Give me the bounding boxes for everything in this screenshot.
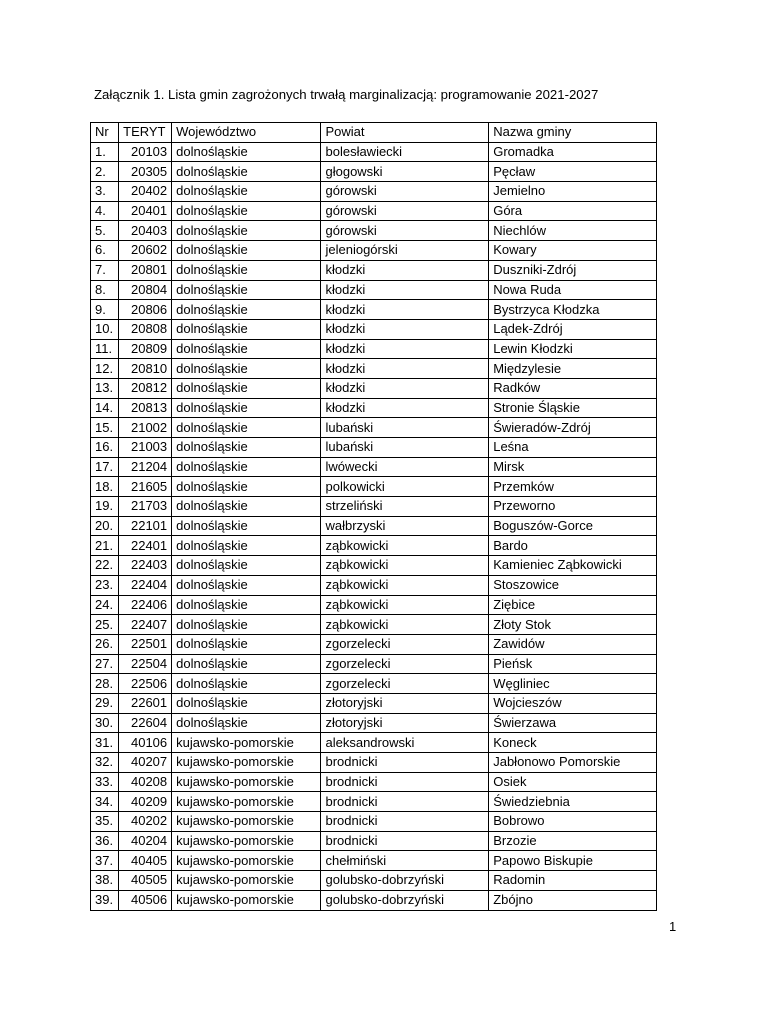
cell-powiat: brodnicki [321, 792, 489, 812]
cell-nazwa-gminy: Bardo [489, 536, 657, 556]
table-row [91, 772, 657, 792]
cell-powiat: golubsko-dobrzyński [321, 871, 489, 891]
cell-wojewodztwo: kujawsko-pomorskie [172, 871, 321, 891]
cell-wojewodztwo: dolnośląskie [172, 615, 321, 635]
cell-nazwa-gminy: Jemielno [489, 182, 657, 202]
cell-nr: 21. [91, 536, 119, 556]
cell-nr: 16. [91, 438, 119, 458]
cell-nazwa-gminy: Nowa Ruda [489, 280, 657, 300]
cell-nr: 35. [91, 812, 119, 832]
table-row [91, 418, 657, 438]
cell-nazwa-gminy: Lądek-Zdrój [489, 319, 657, 339]
cell-powiat: zgorzelecki [321, 654, 489, 674]
table-row [91, 753, 657, 773]
table-row [91, 693, 657, 713]
cell-wojewodztwo: dolnośląskie [172, 634, 321, 654]
cell-powiat: ząbkowicki [321, 575, 489, 595]
cell-nazwa-gminy: Pęcław [489, 162, 657, 182]
cell-teryt: 20810 [119, 359, 172, 379]
cell-powiat: głogowski [321, 162, 489, 182]
cell-nr: 22. [91, 556, 119, 576]
cell-powiat: kłodzki [321, 398, 489, 418]
cell-teryt: 20403 [119, 221, 172, 241]
cell-nazwa-gminy: Pieńsk [489, 654, 657, 674]
cell-wojewodztwo: dolnośląskie [172, 713, 321, 733]
cell-nr: 38. [91, 871, 119, 891]
cell-nr: 28. [91, 674, 119, 694]
cell-nazwa-gminy: Bystrzyca Kłodzka [489, 300, 657, 320]
cell-powiat: ząbkowicki [321, 615, 489, 635]
table-row [91, 438, 657, 458]
table-header-row [91, 123, 657, 143]
cell-teryt: 22101 [119, 516, 172, 536]
cell-wojewodztwo: dolnośląskie [172, 477, 321, 497]
cell-powiat: polkowicki [321, 477, 489, 497]
cell-powiat: zgorzelecki [321, 634, 489, 654]
cell-nr: 5. [91, 221, 119, 241]
cell-wojewodztwo: dolnośląskie [172, 182, 321, 202]
table-row [91, 674, 657, 694]
table-row [91, 733, 657, 753]
table-row [91, 142, 657, 162]
cell-nazwa-gminy: Ziębice [489, 595, 657, 615]
cell-wojewodztwo: dolnośląskie [172, 457, 321, 477]
cell-teryt: 20808 [119, 319, 172, 339]
cell-powiat: lubański [321, 438, 489, 458]
cell-wojewodztwo: dolnośląskie [172, 654, 321, 674]
cell-nr: 7. [91, 260, 119, 280]
table-row [91, 890, 657, 910]
cell-powiat: bolesławiecki [321, 142, 489, 162]
municipalities-table [90, 122, 657, 911]
cell-teryt: 40505 [119, 871, 172, 891]
cell-powiat: ząbkowicki [321, 556, 489, 576]
cell-powiat: ząbkowicki [321, 595, 489, 615]
table-row [91, 241, 657, 261]
cell-teryt: 20401 [119, 201, 172, 221]
table-row [91, 615, 657, 635]
cell-nr: 3. [91, 182, 119, 202]
cell-powiat: chełmiński [321, 851, 489, 871]
cell-nr: 24. [91, 595, 119, 615]
cell-nr: 15. [91, 418, 119, 438]
cell-nr: 13. [91, 378, 119, 398]
cell-teryt: 22407 [119, 615, 172, 635]
cell-nr: 23. [91, 575, 119, 595]
cell-powiat: kłodzki [321, 339, 489, 359]
cell-nazwa-gminy: Stoszowice [489, 575, 657, 595]
cell-wojewodztwo: dolnośląskie [172, 398, 321, 418]
cell-powiat: brodnicki [321, 831, 489, 851]
cell-wojewodztwo: dolnośląskie [172, 201, 321, 221]
cell-nazwa-gminy: Bobrowo [489, 812, 657, 832]
cell-teryt: 40207 [119, 753, 172, 773]
table-row [91, 339, 657, 359]
cell-nr: 9. [91, 300, 119, 320]
cell-teryt: 20801 [119, 260, 172, 280]
cell-wojewodztwo: dolnośląskie [172, 162, 321, 182]
cell-nr: 14. [91, 398, 119, 418]
cell-powiat: brodnicki [321, 753, 489, 773]
cell-nazwa-gminy: Świerzawa [489, 713, 657, 733]
table-row [91, 871, 657, 891]
cell-wojewodztwo: kujawsko-pomorskie [172, 851, 321, 871]
table-row [91, 851, 657, 871]
table-row [91, 221, 657, 241]
cell-powiat: wałbrzyski [321, 516, 489, 536]
cell-nr: 25. [91, 615, 119, 635]
cell-wojewodztwo: dolnośląskie [172, 418, 321, 438]
cell-nazwa-gminy: Niechlów [489, 221, 657, 241]
cell-teryt: 20305 [119, 162, 172, 182]
cell-nr: 6. [91, 241, 119, 261]
cell-nazwa-gminy: Papowo Biskupie [489, 851, 657, 871]
cell-wojewodztwo: dolnośląskie [172, 378, 321, 398]
table-row [91, 831, 657, 851]
cell-teryt: 21002 [119, 418, 172, 438]
cell-wojewodztwo: dolnośląskie [172, 280, 321, 300]
cell-teryt: 40209 [119, 792, 172, 812]
cell-teryt: 22501 [119, 634, 172, 654]
cell-wojewodztwo: dolnośląskie [172, 359, 321, 379]
cell-wojewodztwo: kujawsko-pomorskie [172, 772, 321, 792]
cell-nr: 37. [91, 851, 119, 871]
cell-powiat: kłodzki [321, 378, 489, 398]
cell-teryt: 22404 [119, 575, 172, 595]
cell-teryt: 21703 [119, 497, 172, 517]
cell-powiat: zgorzelecki [321, 674, 489, 694]
cell-nr: 20. [91, 516, 119, 536]
cell-nr: 26. [91, 634, 119, 654]
cell-powiat: lubański [321, 418, 489, 438]
cell-powiat: złotoryjski [321, 713, 489, 733]
cell-wojewodztwo: dolnośląskie [172, 595, 321, 615]
cell-wojewodztwo: dolnośląskie [172, 536, 321, 556]
cell-nr: 8. [91, 280, 119, 300]
cell-powiat: strzeliński [321, 497, 489, 517]
page-number: 1 [669, 919, 677, 934]
cell-powiat: jeleniogórski [321, 241, 489, 261]
cell-nazwa-gminy: Świeradów-Zdrój [489, 418, 657, 438]
cell-teryt: 40506 [119, 890, 172, 910]
cell-nr: 2. [91, 162, 119, 182]
table-row [91, 634, 657, 654]
table-row [91, 398, 657, 418]
cell-teryt: 20809 [119, 339, 172, 359]
cell-nazwa-gminy: Mirsk [489, 457, 657, 477]
cell-nazwa-gminy: Zbójno [489, 890, 657, 910]
cell-teryt: 40204 [119, 831, 172, 851]
cell-wojewodztwo: kujawsko-pomorskie [172, 792, 321, 812]
cell-powiat: kłodzki [321, 319, 489, 339]
cell-teryt: 40405 [119, 851, 172, 871]
table-row [91, 575, 657, 595]
cell-teryt: 21605 [119, 477, 172, 497]
cell-powiat: brodnicki [321, 772, 489, 792]
cell-powiat: ząbkowicki [321, 536, 489, 556]
cell-wojewodztwo: dolnośląskie [172, 693, 321, 713]
cell-nr: 32. [91, 753, 119, 773]
cell-nazwa-gminy: Leśna [489, 438, 657, 458]
cell-nr: 27. [91, 654, 119, 674]
cell-teryt: 22406 [119, 595, 172, 615]
cell-wojewodztwo: dolnośląskie [172, 319, 321, 339]
cell-nr: 34. [91, 792, 119, 812]
cell-nr: 18. [91, 477, 119, 497]
document-title: Załącznik 1. Lista gmin zagrożonych trwałą marginalizacją: programowanie 2021-2027 [94, 87, 599, 102]
table-row [91, 536, 657, 556]
cell-wojewodztwo: dolnośląskie [172, 674, 321, 694]
cell-nazwa-gminy: Zawidów [489, 634, 657, 654]
cell-teryt: 20806 [119, 300, 172, 320]
cell-powiat: kłodzki [321, 260, 489, 280]
cell-nazwa-gminy: Kamieniec Ząbkowicki [489, 556, 657, 576]
cell-nr: 33. [91, 772, 119, 792]
cell-teryt: 20402 [119, 182, 172, 202]
cell-nr: 31. [91, 733, 119, 753]
cell-nr: 1. [91, 142, 119, 162]
cell-nr: 17. [91, 457, 119, 477]
cell-nazwa-gminy: Świedziebnia [489, 792, 657, 812]
cell-wojewodztwo: dolnośląskie [172, 142, 321, 162]
cell-teryt: 22403 [119, 556, 172, 576]
cell-nazwa-gminy: Duszniki-Zdrój [489, 260, 657, 280]
header-powiat: Powiat [321, 123, 489, 143]
cell-nazwa-gminy: Radomin [489, 871, 657, 891]
table-row [91, 556, 657, 576]
cell-wojewodztwo: dolnośląskie [172, 497, 321, 517]
cell-wojewodztwo: dolnośląskie [172, 339, 321, 359]
cell-nr: 19. [91, 497, 119, 517]
table-row [91, 300, 657, 320]
cell-wojewodztwo: dolnośląskie [172, 575, 321, 595]
cell-nazwa-gminy: Przeworno [489, 497, 657, 517]
cell-nazwa-gminy: Radków [489, 378, 657, 398]
cell-teryt: 40106 [119, 733, 172, 753]
cell-nr: 39. [91, 890, 119, 910]
cell-wojewodztwo: kujawsko-pomorskie [172, 812, 321, 832]
table-row [91, 812, 657, 832]
cell-wojewodztwo: dolnośląskie [172, 221, 321, 241]
cell-wojewodztwo: dolnośląskie [172, 516, 321, 536]
cell-wojewodztwo: kujawsko-pomorskie [172, 890, 321, 910]
cell-wojewodztwo: dolnośląskie [172, 438, 321, 458]
cell-nazwa-gminy: Stronie Śląskie [489, 398, 657, 418]
header-nr: Nr [91, 123, 119, 143]
cell-nr: 36. [91, 831, 119, 851]
table-row [91, 497, 657, 517]
header-nazwa-gminy: Nazwa gminy [489, 123, 657, 143]
cell-teryt: 20804 [119, 280, 172, 300]
cell-wojewodztwo: dolnośląskie [172, 300, 321, 320]
cell-powiat: kłodzki [321, 280, 489, 300]
cell-nazwa-gminy: Jabłonowo Pomorskie [489, 753, 657, 773]
cell-powiat: kłodzki [321, 359, 489, 379]
cell-teryt: 22601 [119, 693, 172, 713]
cell-powiat: aleksandrowski [321, 733, 489, 753]
cell-teryt: 40208 [119, 772, 172, 792]
table-row [91, 516, 657, 536]
cell-teryt: 22401 [119, 536, 172, 556]
cell-wojewodztwo: dolnośląskie [172, 241, 321, 261]
table-row [91, 378, 657, 398]
table-row [91, 654, 657, 674]
cell-powiat: kłodzki [321, 300, 489, 320]
header-teryt: TERYT [119, 123, 172, 143]
cell-nazwa-gminy: Węgliniec [489, 674, 657, 694]
cell-nr: 4. [91, 201, 119, 221]
table-row [91, 477, 657, 497]
cell-nr: 30. [91, 713, 119, 733]
table-row [91, 260, 657, 280]
cell-powiat: górowski [321, 182, 489, 202]
cell-powiat: górowski [321, 221, 489, 241]
cell-nazwa-gminy: Lewin Kłodzki [489, 339, 657, 359]
cell-nazwa-gminy: Przemków [489, 477, 657, 497]
cell-teryt: 22604 [119, 713, 172, 733]
cell-teryt: 20602 [119, 241, 172, 261]
cell-powiat: brodnicki [321, 812, 489, 832]
cell-powiat: złotoryjski [321, 693, 489, 713]
cell-nazwa-gminy: Boguszów-Gorce [489, 516, 657, 536]
cell-nazwa-gminy: Góra [489, 201, 657, 221]
cell-nazwa-gminy: Brzozie [489, 831, 657, 851]
table-row [91, 595, 657, 615]
cell-nazwa-gminy: Kowary [489, 241, 657, 261]
table-row [91, 201, 657, 221]
cell-teryt: 22504 [119, 654, 172, 674]
cell-powiat: lwówecki [321, 457, 489, 477]
cell-powiat: górowski [321, 201, 489, 221]
cell-nr: 29. [91, 693, 119, 713]
cell-teryt: 21204 [119, 457, 172, 477]
cell-wojewodztwo: dolnośląskie [172, 260, 321, 280]
cell-powiat: golubsko-dobrzyński [321, 890, 489, 910]
cell-nazwa-gminy: Wojcieszów [489, 693, 657, 713]
cell-nazwa-gminy: Międzylesie [489, 359, 657, 379]
cell-teryt: 22506 [119, 674, 172, 694]
table-row [91, 182, 657, 202]
table-row [91, 713, 657, 733]
cell-teryt: 20812 [119, 378, 172, 398]
cell-nazwa-gminy: Osiek [489, 772, 657, 792]
cell-nr: 11. [91, 339, 119, 359]
cell-teryt: 40202 [119, 812, 172, 832]
table-row [91, 162, 657, 182]
cell-nazwa-gminy: Koneck [489, 733, 657, 753]
table-row [91, 457, 657, 477]
cell-nr: 10. [91, 319, 119, 339]
cell-nazwa-gminy: Gromadka [489, 142, 657, 162]
cell-wojewodztwo: kujawsko-pomorskie [172, 753, 321, 773]
cell-wojewodztwo: kujawsko-pomorskie [172, 831, 321, 851]
cell-teryt: 20103 [119, 142, 172, 162]
table-row [91, 319, 657, 339]
cell-nazwa-gminy: Złoty Stok [489, 615, 657, 635]
header-wojewodztwo: Województwo [172, 123, 321, 143]
table-row [91, 280, 657, 300]
cell-teryt: 21003 [119, 438, 172, 458]
table-row [91, 792, 657, 812]
cell-teryt: 20813 [119, 398, 172, 418]
cell-nr: 12. [91, 359, 119, 379]
cell-wojewodztwo: dolnośląskie [172, 556, 321, 576]
table-row [91, 359, 657, 379]
cell-wojewodztwo: kujawsko-pomorskie [172, 733, 321, 753]
